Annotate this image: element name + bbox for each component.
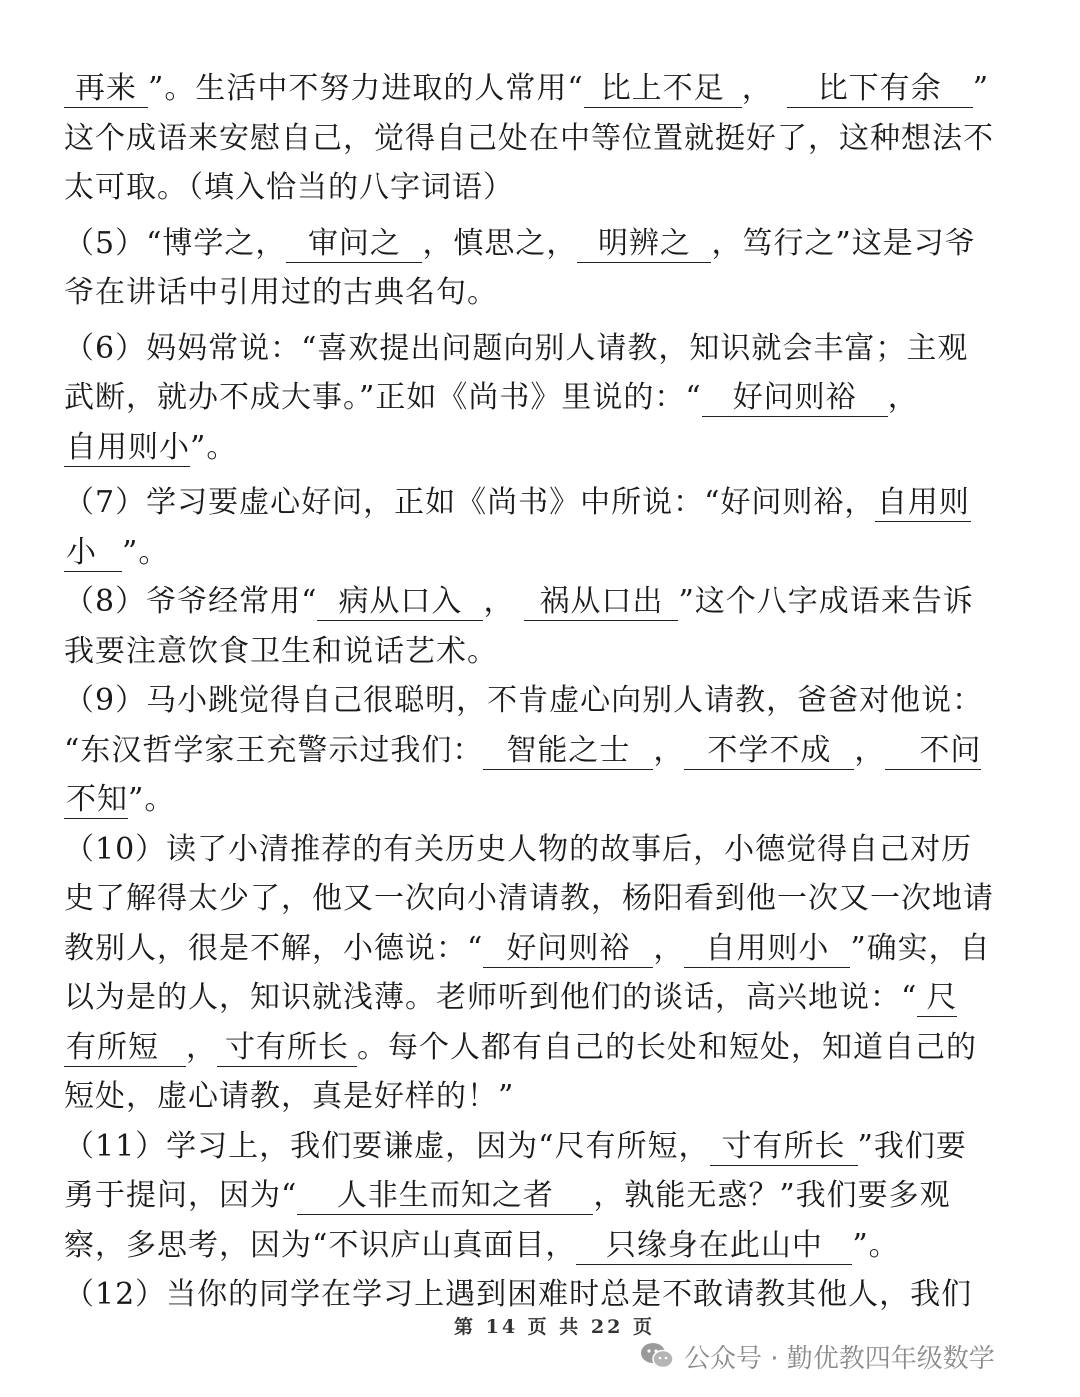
text-line [64, 163, 1018, 213]
fill-blank: 不问 [885, 733, 981, 770]
text-segment: ， [741, 71, 773, 106]
fill-blank: 病从口入 [317, 584, 483, 621]
text-line [64, 973, 1018, 1023]
text-line [64, 64, 1018, 114]
text-line [64, 1023, 1018, 1073]
text-segment: 短处，虚心请教，真是好样的！” [64, 1079, 515, 1114]
text-segment: （7）学习要虚心好问，正如《尚书》中所说：“好问则裕， [64, 485, 876, 520]
fill-blank: 自用则 [876, 485, 970, 520]
text-segment: （10）读了小清推荐的有关历史人物的故事后，小德觉得自己对历 [64, 831, 973, 867]
text-segment: 察，多思考，因为“不识庐山真面目， [64, 1227, 577, 1263]
text-line [64, 874, 1018, 924]
document-body [64, 64, 1018, 1320]
text-line [64, 627, 1018, 677]
text-line [64, 114, 1018, 164]
text-segment: ”。 [852, 1227, 900, 1263]
text-line [64, 478, 1018, 528]
text-segment: ， [653, 732, 685, 768]
watermark-text: 公众号 · 勤优教四年级数学 [684, 1343, 995, 1374]
text-segment: ，孰能无惑？”我们要多观 [593, 1178, 951, 1213]
text-segment: 爷在讲话中引用过的古典名句。 [64, 275, 498, 310]
text-segment: ”我们要 [857, 1128, 967, 1164]
text-line [64, 268, 1018, 318]
fill-blank: 寸有所长 [710, 1129, 858, 1166]
fill-blank: 自用则小 [66, 429, 190, 465]
text-segment: 以为是的人，知识就浅薄。老师听到他们的谈话，高兴地说：“ [64, 980, 918, 1015]
text-segment: ， [186, 1029, 217, 1065]
text-segment: ， [854, 732, 886, 768]
text-segment: ” [972, 71, 990, 106]
fill-blank: 审问之 [286, 226, 422, 263]
text-segment: 我要注意饮食卫生和说话艺术。 [64, 633, 498, 669]
text-segment: 勇于提问，因为“ [64, 1178, 298, 1213]
fill-blank: 有所短 [64, 1030, 186, 1067]
fill-blank: 寸有所长 [217, 1030, 357, 1067]
fill-blank: 好问则裕 [702, 380, 888, 417]
text-segment: ，笃行之”这是习爷 [711, 225, 976, 261]
text-line [64, 1122, 1018, 1172]
text-segment: 太可取。（填入恰当的八字词语） [64, 170, 514, 205]
text-segment: ，慎思之， [422, 225, 578, 261]
text-segment: （9）马小跳觉得自己很聪明，不肯虚心向别人请教，爸爸对他说： [64, 683, 984, 718]
fill-blank: 祸从口出 [524, 584, 678, 621]
text-segment: （12）当你的同学在学习上遇到困难时总是不敢请教其他人，我们 [64, 1277, 973, 1312]
text-segment: 武断，就办不成大事。”正如《尚书》里说的：“ [64, 380, 702, 415]
text-segment: ”。 [128, 782, 176, 817]
fill-blank: 尺 [917, 980, 957, 1017]
text-segment: （5）“博学之， [64, 225, 287, 261]
fill-blank: 小 [64, 535, 122, 572]
fill-blank: 比上不足 [584, 71, 742, 108]
fill-blank: 只缘身在此山中 [576, 1228, 852, 1265]
fill-blank: 人非生而知之者 [297, 1178, 593, 1215]
text-line [64, 1072, 1018, 1122]
fill-blank: 比下有余 [787, 71, 973, 108]
text-line [64, 1221, 1018, 1271]
text-line [64, 373, 1018, 423]
text-line [64, 676, 1018, 726]
text-line [64, 775, 1018, 825]
page-number: 第 14 页 共 22 页 [454, 1316, 655, 1338]
text-line [64, 423, 1018, 473]
fill-blank: 智能之士 [483, 733, 653, 770]
text-segment: ”。 [122, 534, 170, 570]
text-segment: （6）妈妈常说：“喜欢提出问题向别人请教，知识就会丰富；主观 [64, 330, 969, 366]
fill-blank: 再来 [64, 71, 148, 108]
text-segment: （8）爷爷经常用“ [64, 584, 318, 619]
text-segment: （11）学习上，我们要谦虚，因为“尺有所短， [64, 1128, 710, 1164]
text-line [64, 219, 1018, 269]
fill-blank: 明辨之 [577, 226, 711, 263]
text-line [64, 924, 1018, 974]
text-segment: “东汉哲学家王充警示过我们： [64, 732, 484, 768]
text-segment: ， [483, 584, 515, 619]
text-line [64, 528, 1018, 578]
text-segment: ， [653, 930, 685, 966]
text-segment: 史了解得太少了，他又一次向小清请教，杨阳看到他一次又一次地请 [64, 881, 994, 916]
text-segment: 这个成语来安慰自己，觉得自己处在中等位置就挺好了，这种想法不 [64, 120, 994, 156]
text-segment: ， [887, 380, 919, 415]
text-line [64, 825, 1018, 875]
text-line [64, 577, 1018, 627]
text-segment: ”确实，自 [850, 930, 991, 966]
fill-blank: 好问则裕 [483, 931, 653, 968]
fill-blank: 不学不成 [684, 733, 854, 770]
text-line [64, 726, 1018, 776]
watermark [640, 1336, 995, 1376]
fill-blank: 自用则小 [684, 931, 850, 968]
text-segment: ”。生活中不努力进取的人常用“ [148, 71, 584, 106]
text-segment: ”这个八字成语来告诉 [678, 584, 974, 619]
text-segment: 教别人，很是不解，小德说：“ [64, 930, 484, 966]
text-segment: 。每个人都有自己的长处和短处，知道自己的 [357, 1029, 977, 1065]
text-line [64, 1171, 1018, 1221]
text-segment: ”。 [190, 429, 238, 465]
fill-blank: 不知 [66, 782, 128, 817]
text-line [64, 324, 1018, 374]
wechat-icon [640, 1341, 674, 1371]
